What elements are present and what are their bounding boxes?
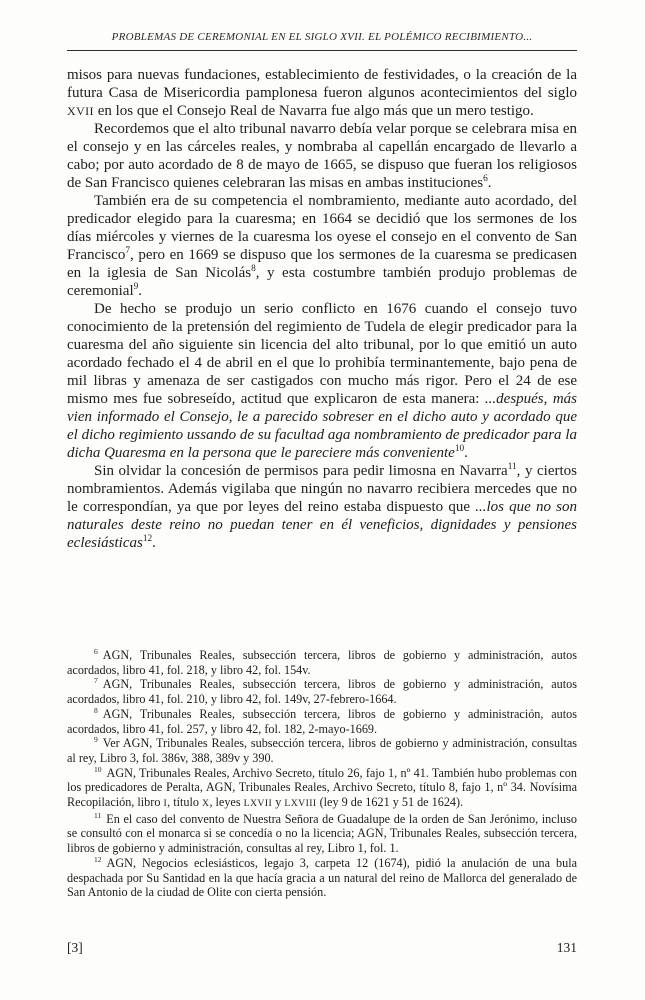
text-run: , título [167,795,202,810]
footnote-number: 10 [94,764,102,774]
text-run: AGN, Tribunales Reales, Archivo Secreto, título 26, fajo 1, nº 41. También hubo problemas con los predicadores de Peralta, AGN, Tribunales Reales, Archivo Secreto, título 8, fajo 1, nº 34. Novísima Recopilación, libro [67,765,577,810]
text-run: AGN, Tribunales Reales, subsección tercera, libros de gobierno y administración, autos acordados, libro 41, fol. 257, y libro 42, fol. 182, 2-mayo-1669. [67,706,577,736]
footnote-ref: 12 [142,534,153,544]
text-run: , leyes [209,795,244,810]
footnote [67,707,577,736]
text-run: AGN, Tribunales Reales, subsección tercera, libros de gobierno y administración, autos acordados, libro 41, fol. 210, y libro 42, fol. 149v, 27-febrero-1664. [67,677,577,707]
footnote-ref: 6 [483,174,488,184]
footnote [67,677,577,706]
text-run: También era de su competencia el nombramiento, mediante auto acordado, del predicador elegido para la cuaresma; en 1664 se decidió que los sermones de los días miércoles y viernes de la cuaresma los oyese el consejo en el convento de San Francisco [67,193,577,263]
text-run: Sin olvidar la concesión de permisos para pedir limosna en Navarra [94,463,508,479]
footnote-number: 12 [94,854,102,864]
footnote-number: 7 [94,676,98,686]
text-run: misos para nuevas fundaciones, establecimiento de festividades, o la creación de la futura Casa de Misericordia pamplonesa fueron algunos acontecimientos del siglo [67,67,577,101]
footnote [67,736,577,765]
small-caps-text: LXVIII [284,798,317,810]
text-run: En el caso del convento de Nuestra Señora de Guadalupe de la orden de San Jerónimo, incluso se consultó con el monarca si se concedía o no la licencia; AGN, Tribunales Reales, subsección tercera, libros de gobierno y administración, consultas al rey, Libro 1, fol. 1. [67,811,577,856]
text-run: (ley 9 de 1621 y 51 de 1624). [316,795,464,810]
footnote-number: 8 [94,705,98,715]
text-run: . [464,445,468,461]
text-run: . [487,175,492,191]
quoted-italic-text: ...los que no son naturales deste reino no puedan tener en él veneficios, dignidades y pensiones eclesiásticas [67,499,577,551]
small-caps-text: XVII [67,104,94,118]
header-rule [67,50,577,51]
text-run: . [152,535,156,551]
text-run: , y esta costumbre también produjo problemas de ceremonial [67,265,577,299]
quoted-italic-text: ...después, más vien informado el Consejo, le a parecido sobreser en el dicho auto y acordado que el dicho regimiento ussando de su facultad aga nombramiento de predicador para la dicha Quaresma en la persona que le pareciere más conveniente [67,391,577,461]
small-caps-text: X [202,798,210,810]
text-run: Ver AGN, Tribunales Reales, subsección tercera, libros de gobierno y administración, consultas al rey, Libro 3, fol. 386v, 388, 389v y 390. [67,736,577,765]
page-footer [67,940,577,956]
text-run: AGN, Tribunales Reales, subsección tercera, libros de gobierno y administración, autos acordados, libro 41, fol. 218, y libro 42, fol. 154v. [67,648,577,677]
footnote-ref: 9 [133,282,139,292]
text-run: y [272,795,285,810]
paragraph [67,66,577,120]
paragraph [67,300,577,462]
paragraph [67,120,577,192]
footnote-ref: 10 [454,444,465,454]
body-text [67,66,577,552]
footnote [67,648,577,677]
small-caps-text: LXVII [243,798,273,810]
footnote [67,856,577,900]
footnote-number: 9 [94,735,98,745]
signature-number: [3] [67,940,83,955]
text-block [67,0,577,1000]
footnote [67,766,577,812]
footnote-ref: 8 [251,264,256,274]
page-number: 131 [556,940,577,955]
footnote-ref: 11 [507,462,517,472]
footnote [67,812,577,856]
footnote-number: 11 [94,810,102,820]
text-run: en los que el Consejo Real de Navarra fue algo más que un mero testigo. [93,103,534,119]
footnote-ref: 7 [125,246,130,256]
text-run: De hecho se produjo un serio conflicto en 1676 cuando el consejo tuvo conocimiento de la pretensión del regimiento de Tudela de elegir predicador para la cuaresma del año siguiente sin licencia del alto tribunal, por lo que emitió un auto acordado fechado el 4 de abril en el que lo prohibía terminantemente, bajo pena de mil libras y amenaza de ser castigados con mucho más rigor. Pero el 24 de ese mismo mes fue sobreseído, actitud que explicaron de esta manera: [67,301,577,407]
paragraph [67,192,577,300]
text-run: AGN, Negocios eclesiásticos, legajo 3, carpeta 12 (1674), pidió la anulación de una bula despachada por Su Santidad en la que hacía gracia a un natural del reino de Mallorca del generalado de San Antonio de la ciudad de Olite con cierta pensión. [67,855,577,900]
text-run: Recordemos que el alto tribunal navarro debía velar porque se celebrara misa en el consejo y en las cárceles reales, y nombraba al capellán encargado de llevarlo a cabo; por auto acordado de 8 de mayo de 1665, se dispuso que fueran los religiosos de San Francisco quienes celebraran las misas en ambas instituciones [67,121,577,191]
footnotes [67,648,577,900]
text-run: . [138,283,143,299]
paragraph [67,462,577,552]
small-caps-text: I [163,798,168,810]
text-run: , pero en 1669 se dispuso que los sermones de la cuaresma se predicasen en la iglesia de San Nicolás [67,247,577,281]
text-run: , y ciertos nombramientos. Además vigilaba que ningún no navarro recibiera mercedes que no le correspondían, ya que por leyes del reino estaba dispuesto que [67,463,578,515]
running-head: PROBLEMAS DE CEREMONIAL EN EL SIGLO XVII. EL POLÉMICO RECIBIMIENTO... [111,31,533,43]
footnote-number: 6 [94,646,98,656]
